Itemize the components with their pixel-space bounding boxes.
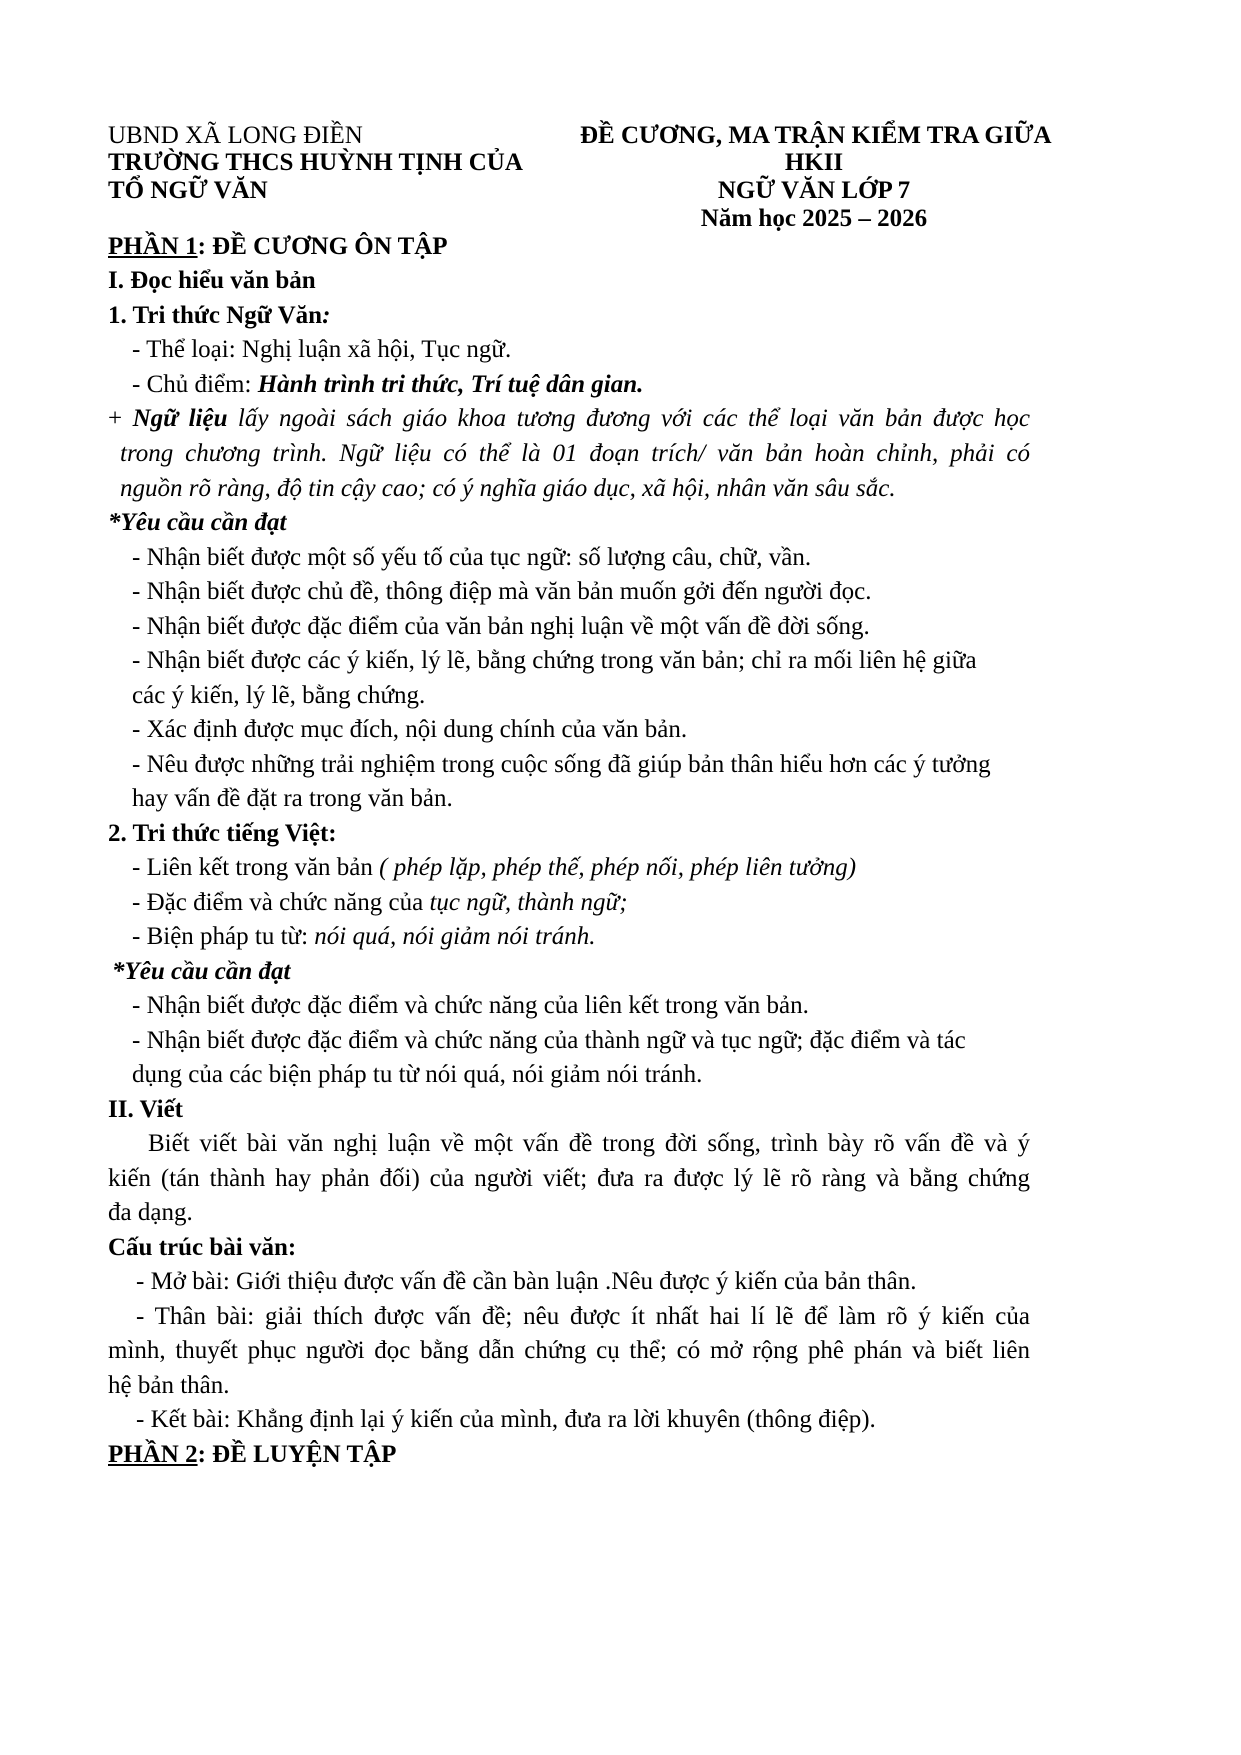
structure-body-1: - Thân bài: giải thích được vấn đề; nêu được ít nhất hai lí lẽ để làm rõ ý kiến của — [136, 1303, 1030, 1330]
cohesion-prefix: - Liên kết trong văn bản — [132, 854, 380, 881]
cohesion-value: ( phép lặp, phép thế, phép nối, phép liên tưởng) — [379, 854, 857, 881]
vietnamese-requirements-heading: *Yêu cầu cần đạt — [112, 958, 291, 985]
part2-label: PHẦN 2 — [108, 1441, 198, 1468]
part1-heading — [108, 230, 448, 264]
document-subject: NGỮ VĂN LỚP 7 — [717, 177, 911, 204]
reading-heading: I. Đọc hiểu văn bản — [108, 267, 316, 294]
knowledge-heading-text: 1. Tri thức Ngữ Văn — [108, 302, 323, 329]
part2-heading — [108, 1438, 396, 1472]
idioms-value: tục ngữ, thành ngữ; — [429, 889, 628, 916]
reading-requirement-3: - Nhận biết được đặc điểm của văn bản nghị luận về một vấn đề đời sống. — [132, 613, 870, 640]
idioms-line — [132, 886, 628, 920]
part1-label: PHẦN 1 — [108, 233, 198, 260]
material-line-2: trong chương trình. Ngữ liệu có thể là 01 đoạn trích/ văn bản hoàn chỉnh, phải có — [120, 440, 1030, 467]
material-line-1 — [108, 402, 1030, 436]
structure-body-3: hệ bản thân. — [108, 1372, 230, 1399]
material-text-1: lấy ngoài sách giáo khoa tương đương với các thể loại văn bản được học — [227, 405, 1030, 432]
reading-requirement-6-cont: hay vấn đề đặt ra trong văn bản. — [132, 785, 453, 812]
knowledge-heading-colon: : — [322, 302, 331, 329]
part1-title: : ĐỀ CƯƠNG ÔN TẬP — [197, 233, 448, 260]
structure-opening: - Mở bài: Giới thiệu được vấn đề cần bàn luận .Nêu được ý kiến của bản thân. — [136, 1268, 917, 1295]
reading-requirement-5: - Xác định được mục đích, nội dung chính của văn bản. — [132, 716, 688, 743]
rhetoric-line — [132, 920, 596, 954]
idioms-prefix: - Đặc điểm và chức năng của — [132, 889, 430, 916]
part2-title: : ĐỀ LUYỆN TẬP — [197, 1441, 397, 1468]
document-term: HKII — [784, 149, 844, 176]
knowledge-heading — [108, 299, 330, 333]
reading-requirement-2: - Nhận biết được chủ đề, thông điệp mà văn bản muốn gởi đến người đọc. — [132, 578, 872, 605]
theme-prefix: - Chủ điểm: — [132, 371, 258, 398]
theme-line — [132, 368, 643, 402]
genre-line: - Thể loại: Nghị luận xã hội, Tục ngữ. — [132, 336, 512, 363]
school-name: TRƯỜNG THCS HUỲNH TỊNH CỦA — [108, 149, 523, 176]
department-name: TỔ NGỮ VĂN — [108, 177, 268, 204]
cohesion-line — [132, 851, 856, 885]
vietnamese-requirement-1: - Nhận biết được đặc điểm và chức năng của liên kết trong văn bản. — [132, 992, 809, 1019]
reading-requirement-6: - Nêu được những trải nghiệm trong cuộc sống đã giúp bản thân hiểu hơn các ý tưởng — [132, 751, 991, 778]
structure-body-2: mình, thuyết phục người đọc bằng dẫn chứng cụ thể; có mở rộng phê phán và biết liên — [108, 1337, 1030, 1364]
reading-requirement-4: - Nhận biết được các ý kiến, lý lẽ, bằng chứng trong văn bản; chỉ ra mối liên hệ giữa — [132, 647, 977, 674]
material-label: Ngữ liệu — [132, 405, 228, 432]
vietnamese-requirement-2: - Nhận biết được đặc điểm và chức năng của thành ngữ và tục ngữ; đặc điểm và tác — [132, 1027, 966, 1054]
reading-requirements-heading: *Yêu cầu cần đạt — [108, 509, 287, 536]
rhetoric-prefix: - Biện pháp tu từ: — [132, 923, 315, 950]
theme-value: Hành trình tri thức, Trí tuệ dân gian. — [257, 371, 644, 398]
writing-heading: II. Viết — [108, 1096, 183, 1123]
structure-heading: Cấu trúc bài văn: — [108, 1234, 297, 1261]
vietnamese-heading: 2. Tri thức tiếng Việt: — [108, 820, 337, 847]
reading-requirement-1: - Nhận biết được một số yếu tố của tục ngữ: số lượng câu, chữ, vần. — [132, 544, 812, 571]
writing-intro-3: đa dạng. — [108, 1199, 193, 1226]
vietnamese-requirement-2-cont: dụng của các biện pháp tu từ nói quá, nói giảm nói tránh. — [132, 1061, 703, 1088]
reading-requirement-4-cont: các ý kiến, lý lẽ, bằng chứng. — [132, 682, 426, 709]
rhetoric-value: nói quá, nói giảm nói tránh. — [314, 923, 596, 950]
writing-intro-1: Biết viết bài văn nghị luận về một vấn đề trong đời sống, trình bày rõ vấn đề và ý — [148, 1130, 1030, 1157]
school-year: Năm học 2025 – 2026 — [700, 205, 928, 232]
structure-conclusion: - Kết bài: Khẳng định lại ý kiến của mình, đưa ra lời khuyên (thông điệp). — [136, 1406, 876, 1433]
district-name: UBND XÃ LONG ĐIỀN — [108, 122, 363, 149]
writing-intro-2: kiến (tán thành hay phản đối) của người viết; đưa ra được lý lẽ rõ ràng và bằng chứng — [108, 1165, 1030, 1192]
material-line-3: nguồn rõ ràng, độ tin cậy cao; có ý nghĩa giáo dục, xã hội, nhân văn sâu sắc. — [120, 475, 896, 502]
document-title: ĐỀ CƯƠNG, MA TRẬN KIỂM TRA GIỮA — [580, 122, 1052, 149]
plus-marker: + — [108, 405, 133, 432]
